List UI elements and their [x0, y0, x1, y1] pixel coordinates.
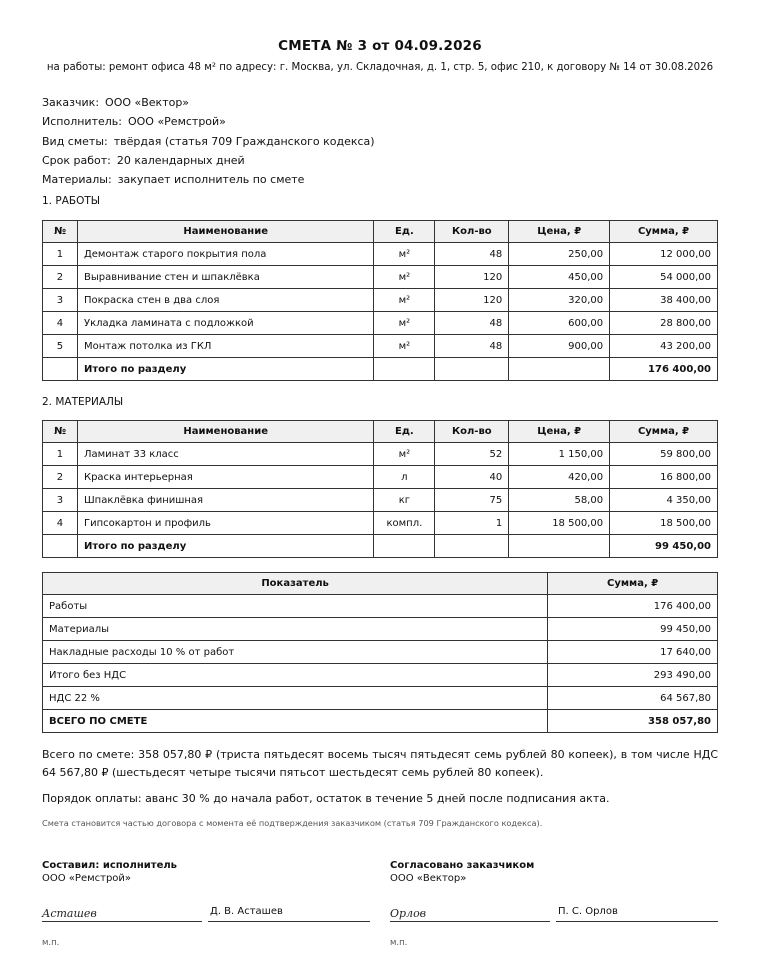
section-heading-materials: 2. МАТЕРИАЛЫ — [42, 396, 124, 408]
cell-qty: 120 — [435, 266, 509, 289]
cell-name: Краска интерьерная — [77, 466, 373, 489]
cell-name: Выравнивание стен и шпаклёвка — [77, 266, 373, 289]
cell-sum: 43 200,00 — [610, 335, 718, 358]
cell-unit: м² — [374, 289, 435, 312]
works-table — [42, 220, 718, 381]
meta-row-term — [42, 151, 375, 170]
cell-name: Накладные расходы 10 % от работ — [43, 641, 548, 664]
cell-sum: 4 350,00 — [610, 489, 718, 512]
grand-total-value: 358 057,80 — [548, 710, 718, 733]
column-header: Ед. — [374, 221, 435, 243]
cell-sum: 54 000,00 — [610, 266, 718, 289]
cell-price: 900,00 — [509, 335, 610, 358]
footnote: Смета становится частью договора с момента её подтверждения заказчиком (статья 709 Гражданского кодекса). — [42, 818, 543, 828]
table-row — [43, 512, 718, 535]
table-header-row — [43, 573, 718, 595]
total-in-words: Всего по смете: 358 057,80 ₽ (триста пятьдесят восемь тысяч пятьдесят семь рублей 80 копеек), в том числе НДС 64 567,80 ₽ (шестьдесят четыре тысячи пятьсот шестьдесят семь рублей 80 копеек). — [42, 748, 718, 779]
cell-number: 1 — [43, 443, 78, 466]
table-row — [43, 266, 718, 289]
table-row — [43, 618, 718, 641]
cell-number: 2 — [43, 266, 78, 289]
cell-unit: м² — [374, 266, 435, 289]
cell-price: 420,00 — [509, 466, 610, 489]
table-header-row — [43, 221, 718, 243]
meta-label: Вид сметы: — [42, 134, 108, 148]
section-total-label: Итого по разделу — [77, 358, 373, 381]
cell-sum: 18 500,00 — [610, 512, 718, 535]
summary-table — [42, 572, 718, 733]
cell-qty: 75 — [435, 489, 509, 512]
cell-unit: компл. — [374, 512, 435, 535]
section-heading-works: 1. РАБОТЫ — [42, 195, 101, 207]
handwritten-signature: Орлов — [390, 907, 427, 920]
meta-label: Заказчик: — [42, 96, 100, 109]
meta-row-type — [42, 132, 375, 151]
column-header: № — [43, 221, 78, 243]
signature-block-contractor — [42, 860, 177, 884]
column-header: Сумма, ₽ — [610, 421, 718, 443]
column-header: Сумма, ₽ — [548, 573, 718, 595]
table-row — [43, 289, 718, 312]
cell-sum: 176 400,00 — [548, 595, 718, 618]
cell-name: Укладка ламината с подложкой — [77, 312, 373, 335]
table-row — [43, 641, 718, 664]
cell-price: 450,00 — [509, 266, 610, 289]
table-row — [43, 466, 718, 489]
table-row — [43, 489, 718, 512]
cell-unit: л — [374, 466, 435, 489]
cell-price: 58,00 — [509, 489, 610, 512]
meta-value: закупает исполнитель по смете — [117, 173, 305, 187]
cell-number: 3 — [43, 489, 78, 512]
meta-value: ООО «Ремстрой» — [127, 115, 226, 129]
signature-block-customer — [390, 860, 534, 884]
column-header: Сумма, ₽ — [610, 221, 718, 243]
cell-sum: 99 450,00 — [548, 618, 718, 641]
table-row — [43, 443, 718, 466]
cell-unit: м² — [374, 443, 435, 466]
column-header: Кол-во — [435, 221, 509, 243]
cell-price: 250,00 — [509, 243, 610, 266]
column-header: Цена, ₽ — [509, 421, 610, 443]
document-subtitle: на работы: ремонт офиса 48 м² по адресу: г. Москва, ул. Складочная, д. 1, стр. 5, офис 210, к договору № 14 от 30.08.2026 — [46, 62, 714, 73]
meta-value: ООО «Вектор» — [105, 96, 190, 109]
cell-name: Работы — [43, 595, 548, 618]
cell-price: 600,00 — [509, 312, 610, 335]
signature-org: ООО «Вектор» — [390, 873, 467, 884]
cell-name: Ламинат 33 класс — [77, 443, 373, 466]
cell-number: 4 — [43, 512, 78, 535]
meta-value: твёрдая (статья 709 Гражданского кодекса) — [113, 134, 375, 148]
cell-unit: м² — [374, 243, 435, 266]
cell-sum: 59 800,00 — [610, 443, 718, 466]
cell-name: Гипсокартон и профиль — [77, 512, 373, 535]
signature-heading: Составил: исполнитель — [42, 860, 177, 871]
cell-name: Монтаж потолка из ГКЛ — [77, 335, 373, 358]
signer-name: П. С. Орлов — [558, 906, 618, 917]
cell-qty: 48 — [435, 243, 509, 266]
cell-name: Демонтаж старого покрытия пола — [77, 243, 373, 266]
cell-sum: 16 800,00 — [610, 466, 718, 489]
column-header: Кол-во — [435, 421, 509, 443]
cell-number: 5 — [43, 335, 78, 358]
signature-org: ООО «Ремстрой» — [42, 873, 132, 884]
meta-value: 20 календарных дней — [116, 153, 245, 167]
cell-sum: 28 800,00 — [610, 312, 718, 335]
cell-price: 18 500,00 — [509, 512, 610, 535]
cell-qty: 52 — [435, 443, 509, 466]
meta-label: Материалы: — [42, 173, 112, 187]
cell-name: Шпаклёвка финишная — [77, 489, 373, 512]
table-row — [43, 312, 718, 335]
cell-unit: м² — [374, 312, 435, 335]
cell-qty: 48 — [435, 312, 509, 335]
cell-qty: 1 — [435, 512, 509, 535]
cell-qty: 48 — [435, 335, 509, 358]
cell-qty: 40 — [435, 466, 509, 489]
meta-label: Срок работ: — [42, 153, 111, 167]
stamp-place-label: м.п. — [42, 938, 60, 948]
column-header: № — [43, 421, 78, 443]
table-row — [43, 243, 718, 266]
cell-number: 3 — [43, 289, 78, 312]
cell-sum: 17 640,00 — [548, 641, 718, 664]
column-header: Наименование — [77, 421, 373, 443]
table-row — [43, 664, 718, 687]
cell-number: 1 — [43, 243, 78, 266]
cell-number: 4 — [43, 312, 78, 335]
section-total-value: 99 450,00 — [610, 535, 718, 558]
cell-sum: 64 567,80 — [548, 687, 718, 710]
cell-sum: 293 490,00 — [548, 664, 718, 687]
table-header-row — [43, 421, 718, 443]
cell-price: 1 150,00 — [509, 443, 610, 466]
handwritten-signature: Асташев — [42, 907, 97, 920]
document-title: СМЕТА № 3 от 04.09.2026 — [278, 38, 482, 54]
meta-label: Исполнитель: — [42, 115, 122, 129]
table-row — [43, 687, 718, 710]
section-total-value: 176 400,00 — [610, 358, 718, 381]
column-header: Ед. — [374, 421, 435, 443]
cell-name: Итого без НДС — [43, 664, 548, 687]
payment-terms: Порядок оплаты: аванс 30 % до начала работ, остаток в течение 5 дней после подписания акта. — [42, 792, 610, 805]
grand-total-row — [43, 710, 718, 733]
meta-row-contractor — [42, 112, 375, 131]
column-header: Цена, ₽ — [509, 221, 610, 243]
cell-unit: м² — [374, 335, 435, 358]
cell-unit: кг — [374, 489, 435, 512]
cell-sum: 38 400,00 — [610, 289, 718, 312]
cell-name: Материалы — [43, 618, 548, 641]
cell-number: 2 — [43, 466, 78, 489]
grand-total-label: ВСЕГО ПО СМЕТЕ — [43, 710, 548, 733]
section-total-label: Итого по разделу — [77, 535, 373, 558]
meta-row-materials — [42, 170, 375, 189]
signature-heading: Согласовано заказчиком — [390, 860, 535, 871]
section-total-row — [43, 535, 718, 558]
cell-name: Покраска стен в два слоя — [77, 289, 373, 312]
cell-name: НДС 22 % — [43, 687, 548, 710]
materials-table — [42, 420, 718, 558]
meta-block — [42, 93, 375, 189]
column-header: Показатель — [43, 573, 548, 595]
signer-name: Д. В. Асташев — [210, 906, 283, 917]
table-row — [43, 595, 718, 618]
column-header: Наименование — [77, 221, 373, 243]
meta-row-customer — [42, 93, 375, 112]
cell-qty: 120 — [435, 289, 509, 312]
section-total-row — [43, 358, 718, 381]
cell-sum: 12 000,00 — [610, 243, 718, 266]
stamp-place-label: м.п. — [390, 938, 408, 948]
cell-price: 320,00 — [509, 289, 610, 312]
table-row — [43, 335, 718, 358]
